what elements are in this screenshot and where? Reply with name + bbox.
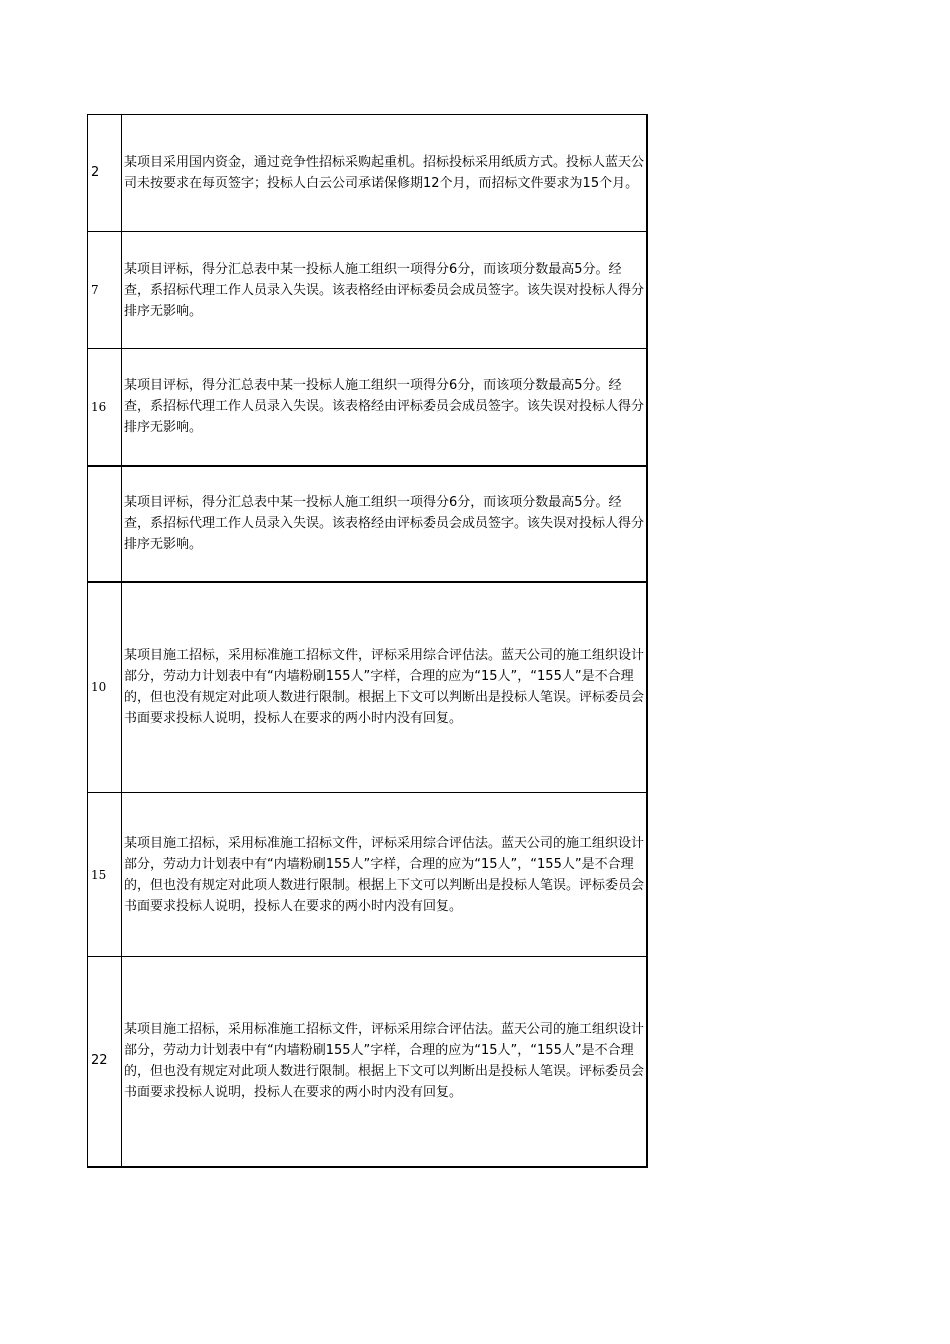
row-number: 22 bbox=[88, 957, 122, 1167]
row-number: 2 bbox=[88, 115, 122, 232]
case-text: 某项目评标，得分汇总表中某一投标人施工组织一项得分6分，而该项分数最高5分。经查，系招标代理工作人员录入失误。该表格经由评标委员会成员签字。该失误对投标人得分排序无影响。 bbox=[124, 378, 645, 436]
case-text: 某项目施工招标，采用标准施工招标文件，评标采用综合评估法。蓝天公司的施工组织设计部分，劳动力计划表中有“内墙粉刷155人”字样，合理的应为“15人”，“155人”是不合理的，但也没有规定对此项人数进行限制。根据上下文可以判断出是投标人笔误。评标委员会书面要求投标人说明，投标人在要求的两小时内没有回复。 bbox=[124, 1022, 645, 1101]
row-number: 7 bbox=[88, 232, 122, 349]
case-description bbox=[122, 349, 647, 466]
case-description bbox=[122, 582, 647, 793]
case-table bbox=[87, 114, 648, 1168]
case-text: 某项目采用国内资金，通过竞争性招标采购起重机。招标投标采用纸质方式。投标人蓝天公司未按要求在每页签字；投标人白云公司承诺保修期12个月，而招标文件要求为15个月。 bbox=[124, 155, 645, 191]
table-row bbox=[88, 115, 647, 232]
row-number bbox=[88, 466, 122, 582]
table-row bbox=[88, 349, 647, 466]
table-row bbox=[88, 793, 647, 957]
row-number: 10 bbox=[88, 582, 122, 793]
case-text: 某项目施工招标，采用标准施工招标文件，评标采用综合评估法。蓝天公司的施工组织设计部分，劳动力计划表中有“内墙粉刷155人”字样，合理的应为“15人”，“155人”是不合理的，但也没有规定对此项人数进行限制。根据上下文可以判断出是投标人笔误。评标委员会书面要求投标人说明，投标人在要求的两小时内没有回复。 bbox=[124, 648, 645, 727]
case-description bbox=[122, 466, 647, 582]
table-row bbox=[88, 582, 647, 793]
case-description bbox=[122, 957, 647, 1167]
table-row bbox=[88, 466, 647, 582]
row-number: 15 bbox=[88, 793, 122, 957]
row-number: 16 bbox=[88, 349, 122, 466]
case-text: 某项目施工招标，采用标准施工招标文件，评标采用综合评估法。蓝天公司的施工组织设计部分，劳动力计划表中有“内墙粉刷155人”字样，合理的应为“15人”，“155人”是不合理的，但也没有规定对此项人数进行限制。根据上下文可以判断出是投标人笔误。评标委员会书面要求投标人说明，投标人在要求的两小时内没有回复。 bbox=[124, 835, 645, 914]
case-description bbox=[122, 115, 647, 232]
case-text: 某项目评标，得分汇总表中某一投标人施工组织一项得分6分，而该项分数最高5分。经查，系招标代理工作人员录入失误。该表格经由评标委员会成员签字。该失误对投标人得分排序无影响。 bbox=[124, 495, 645, 552]
table-row bbox=[88, 232, 647, 349]
case-text: 某项目评标，得分汇总表中某一投标人施工组织一项得分6分，而该项分数最高5分。经查，系招标代理工作人员录入失误。该表格经由评标委员会成员签字。该失误对投标人得分排序无影响。 bbox=[124, 261, 645, 319]
table-row bbox=[88, 957, 647, 1167]
case-description bbox=[122, 232, 647, 349]
case-description bbox=[122, 793, 647, 957]
